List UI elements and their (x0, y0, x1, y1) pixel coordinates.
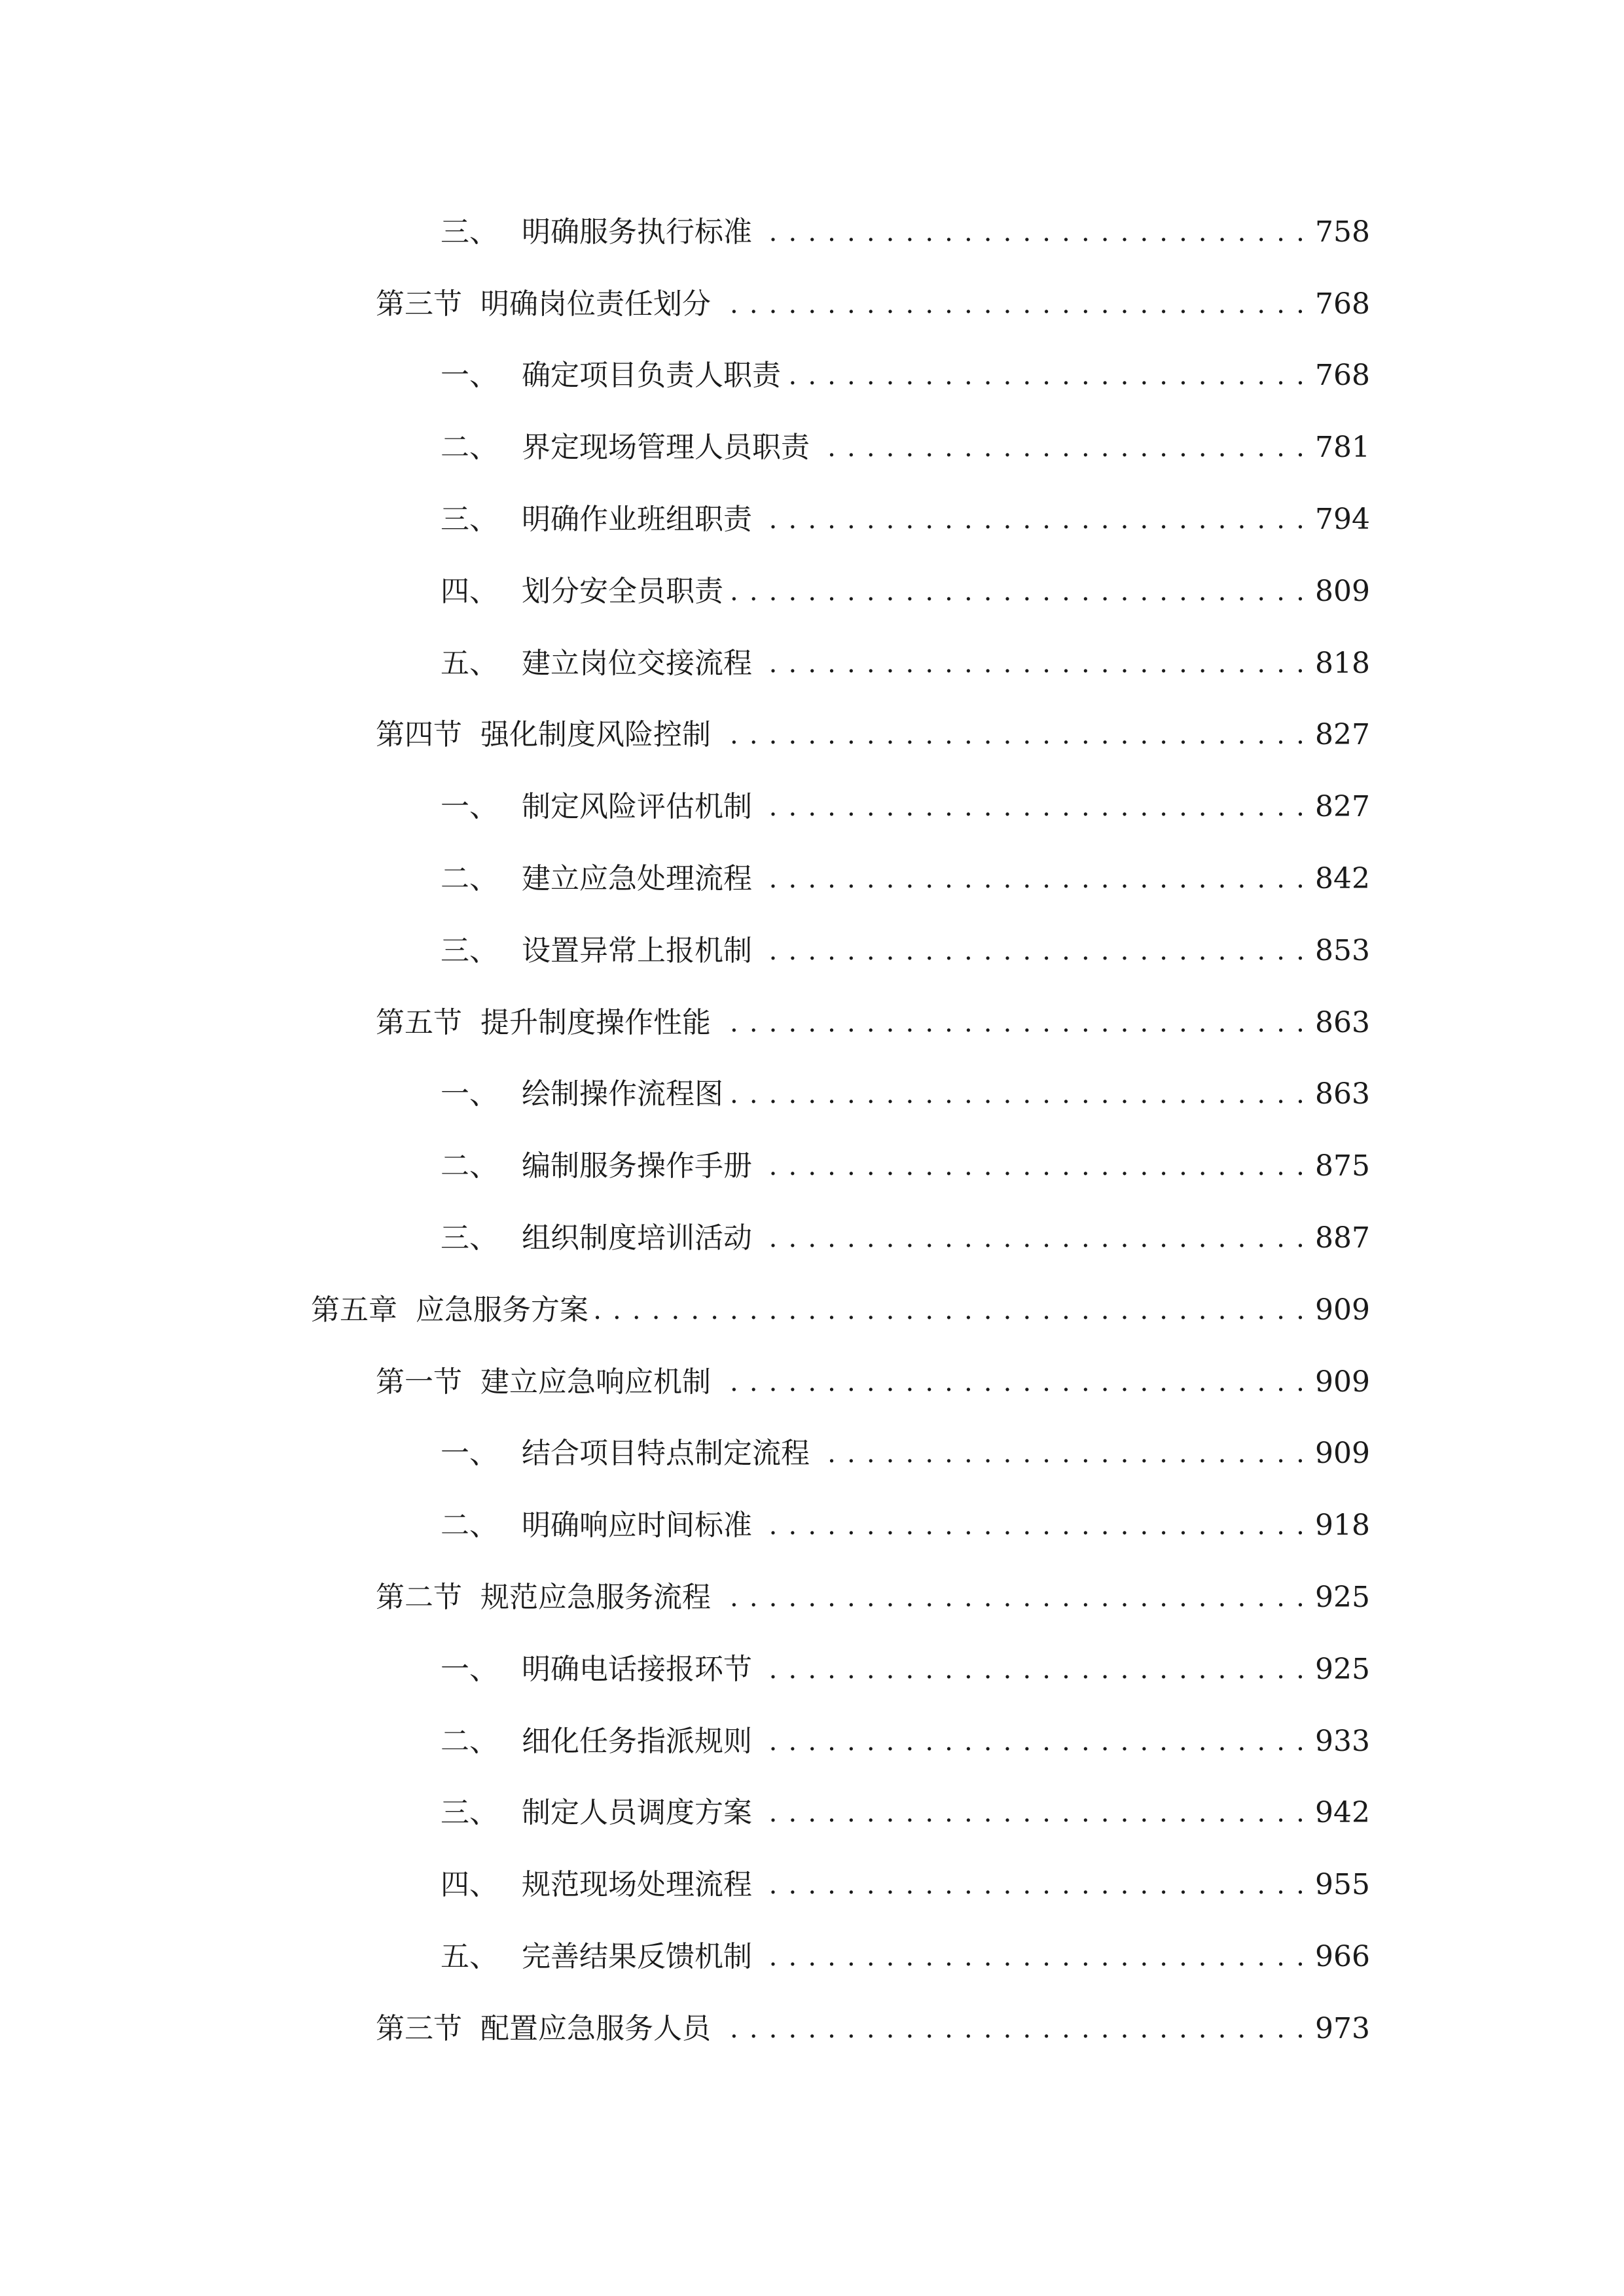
toc-entry[interactable] (0, 987, 1624, 1059)
toc-dot-leader (759, 1655, 1306, 1684)
toc-entry-number: 三、 (441, 1221, 498, 1255)
toc-entry-page-number: 918 (1315, 1509, 1370, 1543)
toc-entry-title: 明确响应时间标准 (522, 1509, 752, 1543)
toc-entry-number: 三、 (441, 503, 498, 537)
toc-entry-title: 制定人员调度方案 (522, 1796, 752, 1830)
toc-entry[interactable] (0, 412, 1624, 484)
toc-entry-title: 规范现场处理流程 (522, 1868, 752, 1902)
toc-entry[interactable] (0, 628, 1624, 700)
toc-entry-title: 明确电话接报环节 (522, 1652, 752, 1686)
toc-entry-page-number: 827 (1315, 718, 1370, 752)
toc-entry-number: 二、 (441, 431, 498, 465)
toc-entry[interactable] (0, 771, 1624, 843)
toc-entry-number: 二、 (441, 862, 498, 896)
toc-dot-leader (759, 1943, 1306, 1971)
toc-entry-page-number: 842 (1315, 862, 1370, 896)
toc-dot-leader (717, 1583, 1306, 1612)
toc-entry-number: 三、 (441, 1796, 498, 1830)
toc-entry-page-number: 909 (1315, 1293, 1370, 1327)
toc-entry-title: 建立岗位交接流程 (522, 646, 752, 680)
toc-dot-leader (759, 218, 1306, 247)
toc-dot-leader (759, 937, 1306, 965)
toc-entry-page-number: 768 (1315, 287, 1370, 321)
toc-entry-number: 一、 (441, 1437, 498, 1471)
toc-dot-leader (759, 505, 1306, 534)
toc-dot-leader (816, 1439, 1306, 1468)
toc-entry-number: 第二节 (376, 1581, 462, 1615)
toc-entry-title: 组织制度培训活动 (522, 1221, 752, 1255)
toc-entry[interactable] (0, 196, 1624, 268)
toc-entry[interactable] (0, 1849, 1624, 1921)
toc-entry-title: 明确服务执行标准 (522, 215, 752, 249)
toc-entry-number: 第一节 (376, 1365, 462, 1399)
toc-entry-title: 完善结果反馈机制 (522, 1940, 752, 1974)
toc-entry-page-number: 973 (1315, 2011, 1370, 2045)
toc-entry[interactable] (0, 1202, 1624, 1274)
toc-entry-number: 一、 (441, 790, 498, 824)
toc-entry-page-number: 863 (1315, 1005, 1370, 1039)
toc-entry-title: 强化制度风险控制 (480, 718, 711, 752)
toc-entry[interactable] (0, 1490, 1624, 1562)
toc-entry-page-number: 925 (1315, 1581, 1370, 1615)
toc-entry[interactable] (0, 1059, 1624, 1131)
toc-entry-number: 二、 (441, 1149, 498, 1183)
toc-entry-page-number: 966 (1315, 1940, 1370, 1974)
toc-entry-page-number: 827 (1315, 790, 1370, 824)
toc-entry-title: 制定风险评估机制 (522, 790, 752, 824)
toc-entry-page-number: 809 (1315, 574, 1370, 608)
toc-entry[interactable] (0, 1778, 1624, 1850)
toc-entry-title: 明确作业班组职责 (522, 503, 752, 537)
toc-entry-number: 第三节 (376, 2011, 462, 2045)
toc-dot-leader (717, 2015, 1306, 2043)
toc-entry[interactable] (0, 1346, 1624, 1418)
toc-entry[interactable] (0, 556, 1624, 628)
toc-entry-page-number: 758 (1315, 215, 1370, 249)
toc-dot-leader (717, 721, 1306, 749)
toc-dot-leader (717, 1368, 1306, 1397)
toc-entry[interactable] (0, 915, 1624, 987)
toc-entry[interactable] (0, 1130, 1624, 1202)
toc-entry-page-number: 818 (1315, 646, 1370, 680)
toc-entry-page-number: 955 (1315, 1868, 1370, 1902)
toc-entry[interactable] (0, 268, 1624, 340)
toc-entry-number: 一、 (441, 1077, 498, 1111)
toc-entry-title: 细化任务指派规则 (522, 1724, 752, 1758)
toc-entry-page-number: 781 (1315, 431, 1370, 465)
toc-entry-number: 五、 (441, 646, 498, 680)
toc-dot-leader (759, 793, 1306, 821)
toc-dot-leader (759, 865, 1306, 893)
toc-entry-page-number: 909 (1315, 1365, 1370, 1399)
toc-entry[interactable] (0, 1921, 1624, 1993)
toc-entry-number: 四、 (441, 1868, 498, 1902)
toc-dot-leader (759, 1224, 1306, 1253)
toc-entry[interactable] (0, 1634, 1624, 1706)
toc-entry-title: 建立应急处理流程 (522, 862, 752, 896)
table-of-contents (0, 196, 1624, 2065)
toc-dot-leader (730, 1080, 1306, 1109)
toc-entry-page-number: 925 (1315, 1652, 1370, 1686)
toc-entry-title: 界定现场管理人员职责 (522, 431, 810, 465)
toc-entry-page-number: 768 (1315, 359, 1370, 393)
toc-entry[interactable] (0, 1706, 1624, 1778)
toc-entry-number: 三、 (441, 215, 498, 249)
toc-dot-leader (759, 1511, 1306, 1540)
toc-entry-title: 建立应急响应机制 (480, 1365, 711, 1399)
toc-entry-number: 二、 (441, 1724, 498, 1758)
toc-entry-page-number: 875 (1315, 1149, 1370, 1183)
toc-entry-number: 三、 (441, 933, 498, 967)
toc-dot-leader (717, 1009, 1306, 1037)
toc-entry-page-number: 909 (1315, 1437, 1370, 1471)
toc-entry-page-number: 942 (1315, 1796, 1370, 1830)
toc-dot-leader (717, 290, 1306, 319)
toc-entry-page-number: 863 (1315, 1077, 1370, 1111)
toc-entry-title: 提升制度操作性能 (480, 1005, 711, 1039)
toc-entry[interactable] (0, 1993, 1624, 2065)
toc-dot-leader (759, 1799, 1306, 1827)
toc-entry-page-number: 853 (1315, 933, 1370, 967)
toc-entry[interactable] (0, 484, 1624, 556)
toc-entry-title: 编制服务操作手册 (522, 1149, 752, 1183)
toc-entry-number: 第三节 (376, 287, 462, 321)
toc-entry-page-number: 794 (1315, 503, 1370, 537)
toc-dot-leader (759, 1871, 1306, 1899)
toc-entry-title: 确定项目负责人职责 (522, 359, 781, 393)
toc-entry-title: 明确岗位责任划分 (480, 287, 711, 321)
toc-entry[interactable] (0, 1274, 1624, 1346)
toc-entry[interactable] (0, 340, 1624, 412)
toc-entry-title: 结合项目特点制定流程 (522, 1437, 810, 1471)
toc-entry[interactable] (0, 843, 1624, 915)
toc-entry-number: 第五节 (376, 1005, 462, 1039)
toc-entry-number: 四、 (441, 574, 498, 608)
toc-entry-title: 应急服务方案 (416, 1293, 588, 1327)
toc-entry-title: 配置应急服务人员 (480, 2011, 711, 2045)
toc-entry[interactable] (0, 1418, 1624, 1490)
toc-dot-leader (816, 433, 1306, 462)
toc-dot-leader (759, 1727, 1306, 1756)
toc-entry-page-number: 887 (1315, 1221, 1370, 1255)
toc-entry-title: 设置异常上报机制 (522, 933, 752, 967)
toc-entry-number: 第四节 (376, 718, 462, 752)
toc-entry-number: 第五章 (311, 1293, 397, 1327)
toc-entry-title: 划分安全员职责 (522, 574, 723, 608)
toc-entry-number: 五、 (441, 1940, 498, 1974)
toc-dot-leader (787, 361, 1306, 390)
toc-dot-leader (595, 1296, 1306, 1325)
toc-entry-title: 规范应急服务流程 (480, 1581, 711, 1615)
toc-entry-number: 一、 (441, 359, 498, 393)
toc-dot-leader (759, 649, 1306, 678)
toc-dot-leader (759, 1152, 1306, 1181)
toc-entry-number: 二、 (441, 1509, 498, 1543)
toc-entry[interactable] (0, 1562, 1624, 1634)
toc-dot-leader (730, 577, 1306, 606)
toc-entry-title: 绘制操作流程图 (522, 1077, 723, 1111)
toc-entry-number: 一、 (441, 1652, 498, 1686)
toc-entry-page-number: 933 (1315, 1724, 1370, 1758)
toc-entry[interactable] (0, 700, 1624, 772)
